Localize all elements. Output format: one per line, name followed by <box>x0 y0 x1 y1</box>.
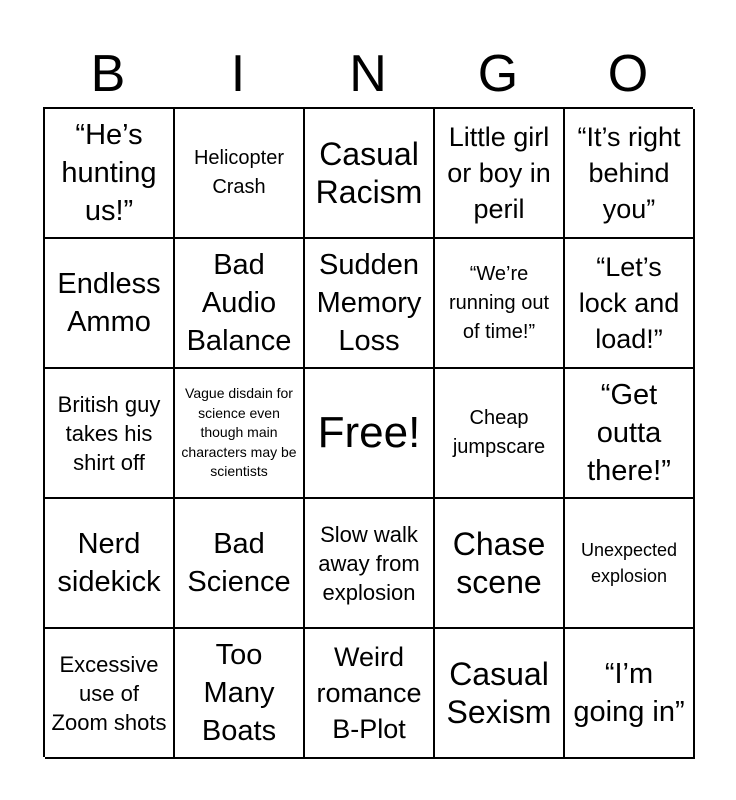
cell-text: Bad Audio Balance <box>186 249 292 357</box>
bingo-cell[interactable] <box>175 629 305 759</box>
bingo-cell[interactable] <box>175 109 305 239</box>
cell-text: Slow walk away from explosion <box>318 521 420 605</box>
free-space-text: Free! <box>317 408 421 457</box>
bingo-cell[interactable] <box>175 239 305 369</box>
bingo-cell[interactable] <box>175 369 305 499</box>
bingo-cell[interactable] <box>565 499 695 629</box>
bingo-cell[interactable] <box>45 629 175 759</box>
bingo-cell[interactable] <box>45 109 175 239</box>
cell-text: “Let’s lock and load!” <box>578 252 680 354</box>
header-letter-n: N <box>349 45 387 103</box>
bingo-cell[interactable] <box>45 369 175 499</box>
bingo-grid <box>43 107 693 757</box>
cell-text: Endless Ammo <box>57 268 161 338</box>
bingo-cell[interactable] <box>435 629 565 759</box>
cell-text: Too Many Boats <box>201 639 277 747</box>
cell-text: Sudden Memory Loss <box>316 249 422 357</box>
cell-text: Little girl or boy in peril <box>447 122 551 224</box>
bingo-cell[interactable] <box>435 499 565 629</box>
header-letter-i: I <box>230 45 246 103</box>
cell-text: Casual Sexism <box>446 656 552 730</box>
cell-text: Vague disdain for science even though main characters may be scientists <box>181 385 297 480</box>
bingo-cell[interactable] <box>305 239 435 369</box>
cell-text: “I’m going in” <box>573 658 685 728</box>
bingo-cell[interactable] <box>565 239 695 369</box>
free-space-cell[interactable] <box>305 369 435 499</box>
bingo-cell[interactable] <box>45 499 175 629</box>
header-letter-b: B <box>90 45 126 103</box>
cell-text: “Get outta there!” <box>587 379 671 487</box>
header-letter-o: O <box>607 45 649 103</box>
cell-text: “It’s right behind you” <box>577 122 681 224</box>
cell-text: Bad Science <box>187 528 291 598</box>
bingo-cell[interactable] <box>435 239 565 369</box>
cell-text: Casual Racism <box>315 136 423 210</box>
cell-text: Weird romance B-Plot <box>316 642 422 744</box>
bingo-cell[interactable] <box>175 499 305 629</box>
cell-text: Unexpected explosion <box>580 540 678 586</box>
cell-text: “He’s hunting us!” <box>61 119 157 227</box>
cell-text: “We’re running out of time!” <box>448 262 550 343</box>
cell-text: Chase scene <box>452 526 546 600</box>
bingo-cell[interactable] <box>435 369 565 499</box>
bingo-cell[interactable] <box>305 499 435 629</box>
bingo-header <box>43 40 693 108</box>
cell-text: Helicopter Crash <box>193 147 285 198</box>
bingo-cell[interactable] <box>435 109 565 239</box>
bingo-cell[interactable] <box>565 369 695 499</box>
bingo-cell[interactable] <box>565 109 695 239</box>
bingo-cell[interactable] <box>305 629 435 759</box>
bingo-cell[interactable] <box>45 239 175 369</box>
cell-text: Cheap jumpscare <box>452 407 546 458</box>
bingo-cell[interactable] <box>305 109 435 239</box>
cell-text: British guy takes his shirt off <box>57 391 161 475</box>
cell-text: Nerd sidekick <box>57 528 161 598</box>
cell-text: Excessive use of Zoom shots <box>51 651 167 735</box>
header-letter-g: G <box>477 45 519 103</box>
bingo-cell[interactable] <box>565 629 695 759</box>
